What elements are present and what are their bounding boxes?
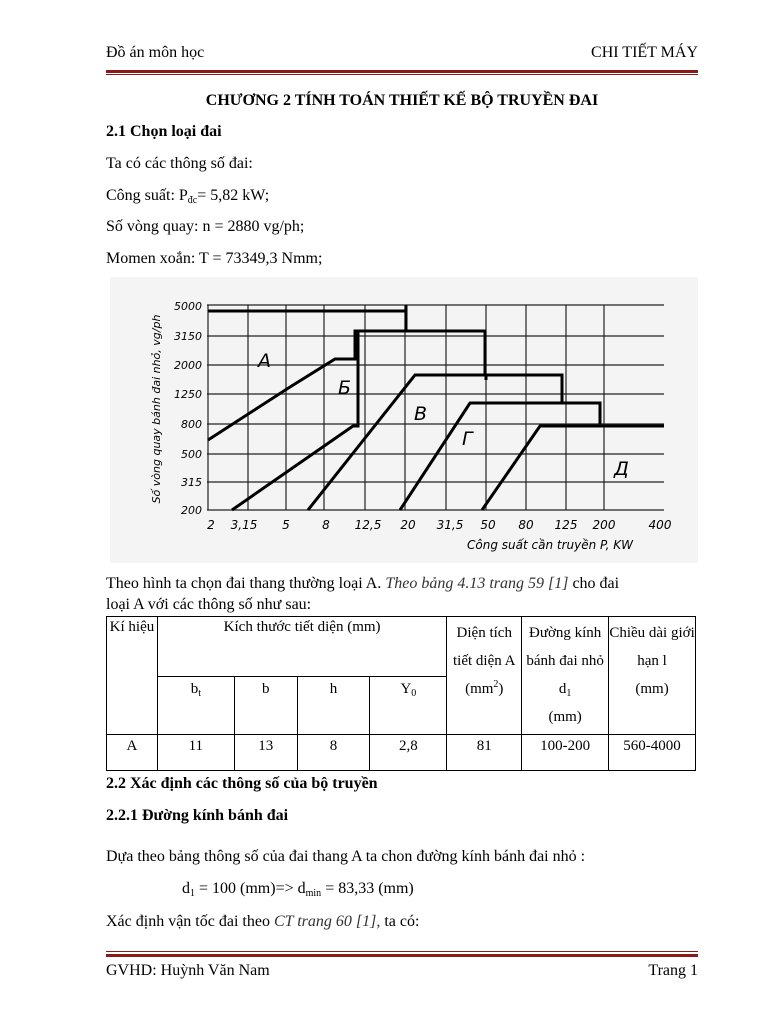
th-symbol: Kí hiệu [107, 617, 158, 735]
header-right: CHI TIẾT MÁY [591, 44, 698, 61]
belt-spec-table [106, 616, 696, 771]
section-heading-2-2: 2.2 Xác định các thông số của bộ truyền [106, 775, 378, 792]
y-tick: 315 [181, 476, 202, 489]
td-area: 81 [447, 735, 522, 771]
x-tick: 125 [554, 518, 578, 532]
chart-conclusion-line2: loại A với các thông số như sau: [106, 596, 312, 613]
y-tick: 5000 [174, 300, 202, 313]
header-left: Đồ án môn học [106, 44, 205, 61]
region-label-g: Г [462, 428, 473, 450]
td-symbol: A [107, 735, 158, 771]
th-length: Chiều dài giới hạn l (mm) [609, 617, 696, 735]
torque-line: Momen xoắn: T = 73349,3 Nmm; [106, 250, 323, 267]
section-heading-2-2-1: 2.2.1 Đường kính bánh đai [106, 807, 289, 824]
velocity-text: Xác định vận tốc đai theo CT trang 60 [1], ta có: [106, 913, 420, 930]
region-label-a: A [258, 350, 271, 372]
th-b: b [234, 677, 297, 735]
y-tick: 500 [181, 448, 202, 461]
x-tick: 8 [322, 518, 330, 532]
x-tick: 200 [592, 518, 616, 532]
speed-line: Số vòng quay: n = 2880 vg/ph; [106, 218, 305, 235]
x-tick: 3,15 [230, 518, 258, 532]
th-bt: $b_t$ [157, 677, 234, 735]
th-diameter: Đường kính bánh đai nhỏ $d_1$ (mm) [522, 617, 609, 735]
chapter-title: CHƯƠNG 2 TÍNH TOÁN THIẾT KẾ BỘ TRUYỀN ĐAI [205, 92, 599, 109]
td-length: 560-4000 [609, 735, 696, 771]
th-section-size: Kích thước tiết diện (mm) [157, 617, 446, 677]
x-tick: 12,5 [354, 518, 382, 532]
x-tick: 5 [282, 518, 290, 532]
y-tick: 800 [181, 418, 202, 431]
power-line: Công suất: $P_{đc}= 5,82$ kW; [106, 187, 270, 206]
x-tick: 31,5 [436, 518, 464, 532]
region-label-d: Д [614, 458, 629, 480]
x-tick: 2 [207, 518, 215, 532]
chart-y-axis-label: Số vòng quay bánh đai nhỏ, vg/ph [150, 314, 163, 504]
diameter-text: Dựa theo bảng thông số của đai thang A ta chon đường kính bánh đai nhỏ : [106, 848, 586, 865]
x-tick: 20 [400, 518, 416, 532]
header-rule-thick [106, 70, 698, 73]
footer-rule-thick [106, 954, 698, 957]
region-label-v: B [414, 403, 428, 425]
td-y0: 2,8 [370, 735, 447, 771]
chart-conclusion-line1: Theo hình ta chọn đai thang thường loại A. Theo bảng 4.13 trang 59 [1] cho đai [106, 575, 620, 592]
x-tick: 50 [480, 518, 496, 532]
y-tick: 200 [181, 504, 202, 517]
section-heading-2-1: 2.1 Chọn loại đai [106, 123, 222, 140]
th-area: Diện tích tiết diện A $(mm^2)$ [447, 617, 522, 735]
th-y0: $Y_0$ [370, 677, 447, 735]
params-intro: Ta có các thông số đai: [106, 155, 253, 172]
footer-rule-thin [106, 951, 698, 952]
footer-right: Trang 1 [648, 962, 698, 979]
x-tick: 400 [648, 518, 672, 532]
td-b: 13 [234, 735, 297, 771]
th-h: h [297, 677, 370, 735]
chart-x-axis-label: Công suất cần truyền P, KW [467, 538, 633, 552]
td-bt: 11 [157, 735, 234, 771]
x-tick: 80 [518, 518, 534, 532]
y-tick: 2000 [174, 359, 202, 372]
header-rule-thin [106, 74, 698, 75]
diameter-formula: $d_1 = 100$ $(mm)=> d_{min} = 83,33$ (mm) [182, 880, 414, 899]
footer-left: GVHD: Huỳnh Văn Nam [106, 962, 270, 979]
belt-selection-chart [110, 277, 698, 563]
y-tick: 1250 [174, 388, 202, 401]
region-label-b-cyr: Б [338, 377, 352, 399]
y-tick: 3150 [174, 330, 202, 343]
td-h: 8 [297, 735, 370, 771]
td-diameter: 100-200 [522, 735, 609, 771]
